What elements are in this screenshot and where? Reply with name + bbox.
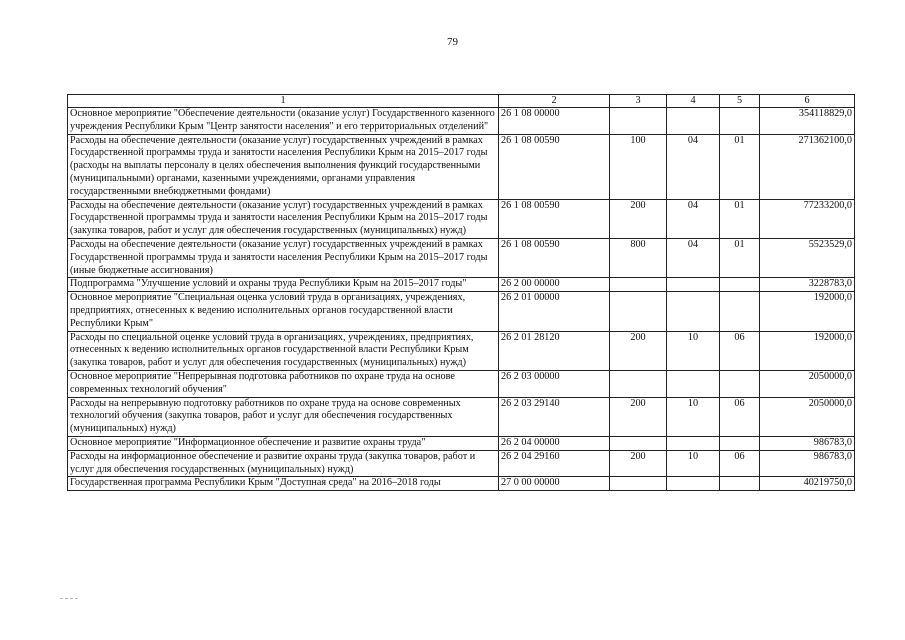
- header-cell: 1: [68, 95, 499, 108]
- budget-code-cell: 26 2 04 29160: [499, 450, 610, 477]
- subsection-cell: 06: [720, 331, 760, 370]
- table-header-row: [68, 95, 855, 108]
- subsection-cell: 06: [720, 397, 760, 436]
- section-cell: 04: [667, 238, 720, 277]
- amount-cell: 2050000,0: [760, 370, 855, 397]
- budget-code-cell: 26 2 01 28120: [499, 331, 610, 370]
- table-row: [68, 397, 855, 436]
- subsection-cell: 01: [720, 134, 760, 199]
- item-name-cell: Подпрограмма "Улучшение условий и охраны труда Республики Крым на 2015–2017 годы": [68, 278, 499, 292]
- budget-code-cell: 26 1 08 00590: [499, 134, 610, 199]
- section-cell: [667, 108, 720, 135]
- table-row: [68, 477, 855, 491]
- item-name-cell: Основное мероприятие "Информационное обеспечение и развитие охраны труда": [68, 436, 499, 450]
- item-name-cell: Государственная программа Республики Крым "Доступная среда" на 2016–2018 годы: [68, 477, 499, 491]
- section-cell: 04: [667, 199, 720, 238]
- subsection-cell: [720, 370, 760, 397]
- item-name-cell: Основное мероприятие "Специальная оценка условий труда в организациях, учреждениях, предприятиях, отнесенных к ведению исполнительных органов государственной власти Республики Крым": [68, 292, 499, 331]
- subsection-cell: [720, 436, 760, 450]
- item-name-cell: Расходы по специальной оценке условий труда в организациях, учреждениях, предприятиях, отнесенных к ведению исполнительных органов государственной власти Республики Крым (закупка товаров, работ и услуг для обеспечения государственных (муниципальных) нужд): [68, 331, 499, 370]
- amount-cell: 192000,0: [760, 292, 855, 331]
- item-name-cell: Расходы на непрерывную подготовку работников по охране труда на основе современных технологий обучения (закупка товаров, работ и услуг для обеспечения государственных (муниципальных) нужд): [68, 397, 499, 436]
- section-cell: [667, 477, 720, 491]
- expense-type-cell: [610, 477, 667, 491]
- section-cell: 04: [667, 134, 720, 199]
- header-cell: 3: [610, 95, 667, 108]
- expense-type-cell: 200: [610, 331, 667, 370]
- table-row: [68, 134, 855, 199]
- section-cell: 10: [667, 331, 720, 370]
- subsection-cell: [720, 292, 760, 331]
- table-row: [68, 436, 855, 450]
- section-cell: [667, 370, 720, 397]
- table-row: [68, 199, 855, 238]
- table-row: [68, 278, 855, 292]
- amount-cell: 5523529,0: [760, 238, 855, 277]
- subsection-cell: [720, 108, 760, 135]
- table-row: [68, 238, 855, 277]
- section-cell: 10: [667, 397, 720, 436]
- amount-cell: 40219750,0: [760, 477, 855, 491]
- budget-code-cell: 26 1 08 00590: [499, 199, 610, 238]
- table-row: [68, 292, 855, 331]
- header-cell: 2: [499, 95, 610, 108]
- budget-table: [67, 94, 855, 491]
- expense-type-cell: [610, 108, 667, 135]
- budget-code-cell: 26 1 08 00000: [499, 108, 610, 135]
- amount-cell: 192000,0: [760, 331, 855, 370]
- header-cell: 5: [720, 95, 760, 108]
- subsection-cell: 06: [720, 450, 760, 477]
- subsection-cell: [720, 278, 760, 292]
- section-cell: 10: [667, 450, 720, 477]
- amount-cell: 3228783,0: [760, 278, 855, 292]
- section-cell: [667, 278, 720, 292]
- header-cell: 4: [667, 95, 720, 108]
- table-row: [68, 331, 855, 370]
- item-name-cell: Основное мероприятие "Непрерывная подготовка работников по охране труда на основе современных технологий обучения": [68, 370, 499, 397]
- budget-code-cell: 27 0 00 00000: [499, 477, 610, 491]
- page-number: 79: [447, 36, 458, 48]
- amount-cell: 986783,0: [760, 436, 855, 450]
- budget-code-cell: 26 2 03 00000: [499, 370, 610, 397]
- budget-code-cell: 26 2 03 29140: [499, 397, 610, 436]
- margin-mark: [60, 598, 78, 599]
- subsection-cell: 01: [720, 238, 760, 277]
- subsection-cell: 01: [720, 199, 760, 238]
- item-name-cell: Расходы на обеспечение деятельности (оказание услуг) государственных учреждений в рамках Государственной программы труда и занятости населения Республики Крым на 2015–2017 годы (иные бюджетные ассигнования): [68, 238, 499, 277]
- amount-cell: 354118829,0: [760, 108, 855, 135]
- expense-type-cell: 200: [610, 397, 667, 436]
- header-cell: 6: [760, 95, 855, 108]
- expense-type-cell: [610, 370, 667, 397]
- subsection-cell: [720, 477, 760, 491]
- amount-cell: 271362100,0: [760, 134, 855, 199]
- amount-cell: 986783,0: [760, 450, 855, 477]
- budget-code-cell: 26 2 00 00000: [499, 278, 610, 292]
- expense-type-cell: [610, 278, 667, 292]
- item-name-cell: Расходы на обеспечение деятельности (оказание услуг) государственных учреждений в рамках Государственной программы труда и занятости населения Республики Крым на 2015–2017 годы (расходы на выплаты персоналу в целях обеспечения выполнения функций государственными (муниципальными) органами, казенными учреждениями, органами управления государственными внебюджетными фондами): [68, 134, 499, 199]
- expense-type-cell: 100: [610, 134, 667, 199]
- table-row: [68, 108, 855, 135]
- table-row: [68, 450, 855, 477]
- item-name-cell: Расходы на информационное обеспечение и развитие охраны труда (закупка товаров, работ и услуг для обеспечения государственных (муниципальных) нужд): [68, 450, 499, 477]
- budget-code-cell: 26 2 04 00000: [499, 436, 610, 450]
- item-name-cell: Расходы на обеспечение деятельности (оказание услуг) государственных учреждений в рамках Государственной программы труда и занятости населения Республики Крым на 2015–2017 годы (закупка товаров, работ и услуг для обеспечения государственных (муниципальных) нужд): [68, 199, 499, 238]
- table-body: [68, 108, 855, 491]
- table-row: [68, 370, 855, 397]
- expense-type-cell: 200: [610, 199, 667, 238]
- amount-cell: 77233200,0: [760, 199, 855, 238]
- section-cell: [667, 292, 720, 331]
- expense-type-cell: [610, 292, 667, 331]
- budget-code-cell: 26 1 08 00590: [499, 238, 610, 277]
- expense-type-cell: [610, 436, 667, 450]
- expense-type-cell: 800: [610, 238, 667, 277]
- section-cell: [667, 436, 720, 450]
- item-name-cell: Основное мероприятие "Обеспечение деятельности (оказание услуг) Государственного казенного учреждения Республики Крым "Центр занятости населения" и его территориальных отделений": [68, 108, 499, 135]
- budget-code-cell: 26 2 01 00000: [499, 292, 610, 331]
- amount-cell: 2050000,0: [760, 397, 855, 436]
- expense-type-cell: 200: [610, 450, 667, 477]
